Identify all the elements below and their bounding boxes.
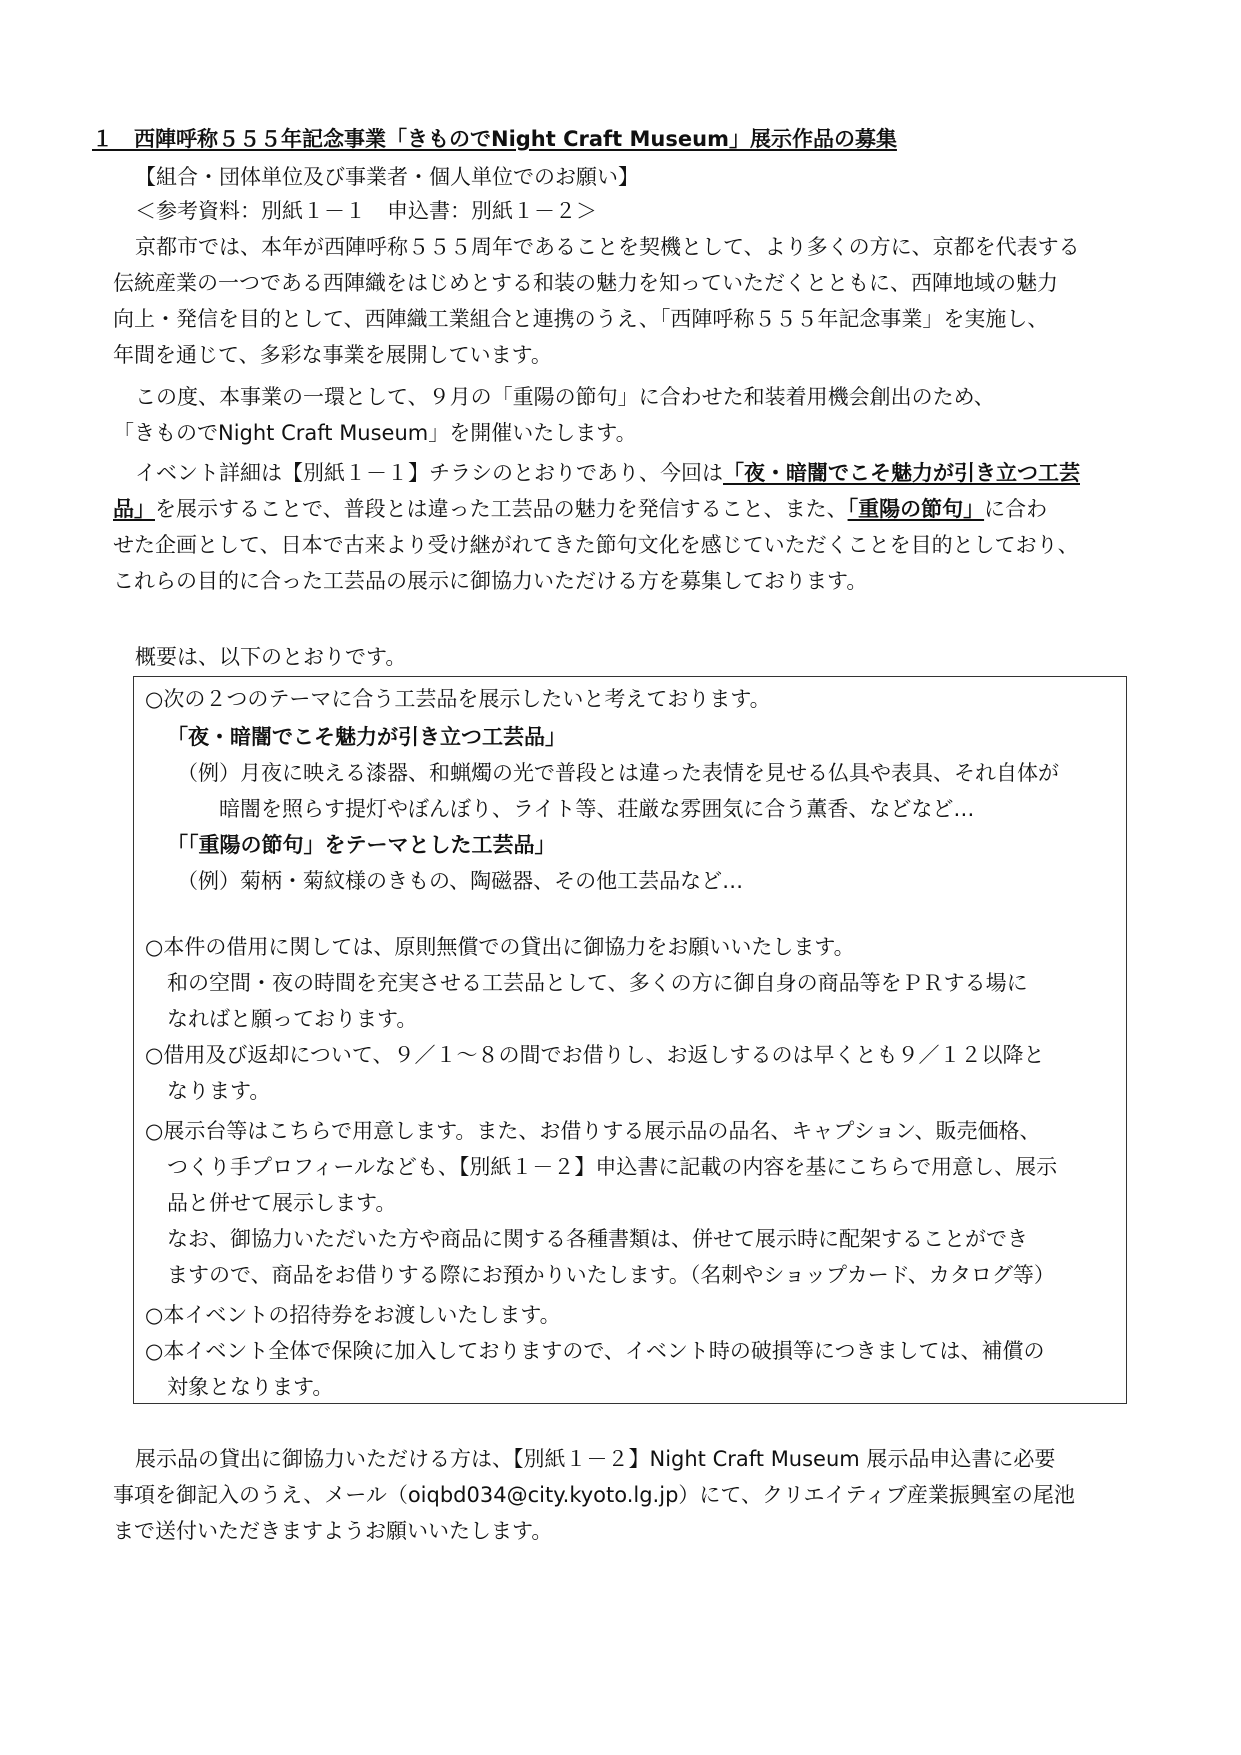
intro-line: 向上・発信を目的として、西陣織工業組合と連携のうえ、「西陣呼称５５５年記念事業」を実施し、 — [113, 307, 1049, 331]
box-item: 対象となります。 — [167, 1375, 334, 1399]
request-scope: 【組合・団体単位及び事業者・個人単位でのお願い】 — [135, 165, 639, 189]
intro-line — [113, 495, 1047, 523]
intro-line: 京都市では、本年が西陣呼称５５５周年であることを契機として、より多くの方に、京都を代表する — [135, 235, 1080, 259]
reference-note: ＜参考資料：別紙１－１ 申込書：別紙１－２＞ — [135, 199, 597, 223]
closing-line: 展示品の貸出に御協力いただける方は、【別紙１－２】Night Craft Museum 展示品申込書に必要 — [135, 1447, 1056, 1471]
box-item: ○展示台等はこちらで用意します。また、お借りする展示品の品名、キャプション、販売価格、 — [145, 1119, 1041, 1143]
intro-text: を展示することで、普段とは違った工芸品の魅力を発信すること、また、 — [155, 497, 848, 521]
overview-lead: 概要は、以下のとおりです。 — [135, 645, 407, 669]
theme-emphasis: 「重陽の節句」 — [847, 497, 985, 521]
theme-example: （例）月夜に映える漆器、和蝋燭の光で普段とは違った表情を見せる仏具や表具、それ自体が — [177, 761, 1059, 785]
section-title: １ 西陣呼称５５５年記念事業「きものでNight Craft Museum」展示作品の募集 — [92, 127, 897, 151]
closing-line: まで送付いただきますようお願いいたします。 — [113, 1519, 553, 1543]
box-item: ○次の２つのテーマに合う工芸品を展示したいと考えております。 — [145, 687, 771, 711]
box-item: 和の空間・夜の時間を充実させる工芸品として、多くの方に御自身の商品等をＰＲする場に — [167, 971, 1028, 995]
intro-text: イベント詳細は【別紙１－１】チラシのとおりであり、今回は — [135, 461, 723, 485]
box-item: 品と併せて展示します。 — [167, 1191, 397, 1215]
theme-heading: 「「重陽の節句」をテーマとした工芸品」 — [167, 833, 556, 857]
intro-line: 「きものでNight Craft Museum」を開催いたします。 — [113, 421, 637, 445]
intro-text: に合わ — [984, 497, 1048, 521]
theme-emphasis: 「夜・暗闇でこそ魅力が引き立つ工芸 — [723, 461, 1080, 485]
theme-example: 暗闇を照らす提灯やぼんぼり、ライト等、荘厳な雰囲気に合う薫香、などなど… — [219, 797, 975, 821]
box-item: ○本イベントの招待券をお渡しいたします。 — [145, 1303, 561, 1327]
box-item: ○本イベント全体で保険に加入しておりますので、イベント時の破損等につきましては、補償の — [145, 1339, 1045, 1363]
intro-line: 年間を通じて、多彩な事業を展開しています。 — [113, 343, 552, 367]
box-item: なればと願っております。 — [167, 1007, 418, 1031]
theme-example: （例）菊柄・菊紋様のきもの、陶磁器、その他工芸品など… — [177, 869, 744, 893]
intro-line: この度、本事業の一環として、９月の「重陽の節句」に合わせた和装着用機会創出のため、 — [135, 385, 995, 409]
box-item: なお、御協力いただいた方や商品に関する各種書類は、併せて展示時に配架することができ — [167, 1227, 1028, 1251]
theme-emphasis: 品」 — [113, 497, 155, 521]
intro-line: これらの目的に合った工芸品の展示に御協力いただける方を募集しております。 — [113, 569, 868, 593]
box-item: なります。 — [167, 1079, 271, 1103]
theme-heading: 「夜・暗闇でこそ魅力が引き立つ工芸品」 — [167, 725, 566, 749]
closing-line: 事項を御記入のうえ、メール（oiqbd034@city.kyoto.lg.jp）にて、クリエイティブ産業振興室の尾池 — [113, 1483, 1075, 1507]
intro-line: 伝統産業の一つである西陣織をはじめとする和装の魅力を知っていただくとともに、西陣地域の魅力 — [113, 271, 1058, 295]
intro-line — [135, 459, 1080, 487]
box-item: ますので、商品をお借りする際にお預かりいたします。（名刺やショップカード、カタログ等） — [167, 1263, 1055, 1287]
box-item: ○本件の借用に関しては、原則無償での貸出に御協力をお願いいたします。 — [145, 935, 855, 959]
intro-line: せた企画として、日本で古来より受け継がれてきた節句文化を感じていただくことを目的としており、 — [113, 533, 1079, 557]
box-item: ○借用及び返却について、９／１～８の間でお借りし、お返しするのは早くとも９／１２以降と — [145, 1043, 1045, 1067]
box-item: つくり手プロフィールなども、【別紙１－２】申込書に記載の内容を基にこちらで用意し、展示 — [167, 1155, 1058, 1179]
